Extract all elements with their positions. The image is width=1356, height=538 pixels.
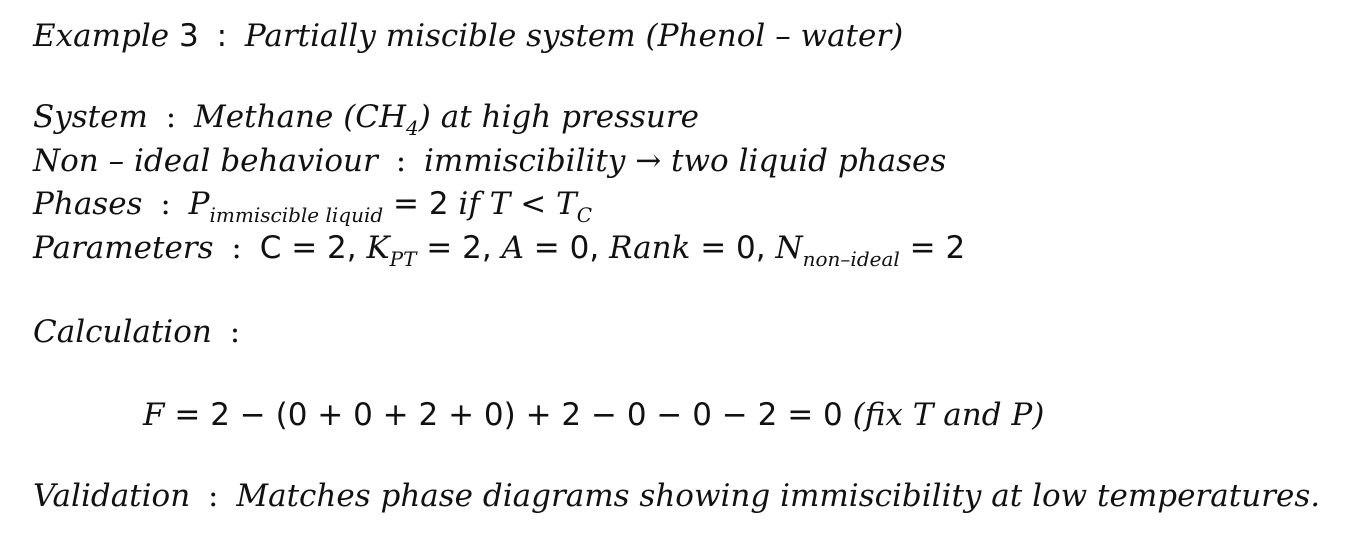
non-ideal-label: Non – ideal behaviour (33, 143, 378, 179)
formula-rhs: 2 − (0 + 0 + 2 + 0) + 2 − 0 − 0 − 2 = 0 (210, 397, 843, 433)
calculation-colon: : (229, 314, 241, 350)
formula-lhs: F (143, 397, 165, 433)
non-ideal-line (33, 141, 946, 181)
system-label: System (33, 99, 148, 135)
system-text-after: ) at high pressure (418, 99, 700, 135)
parameters-k-symbol: K (366, 230, 390, 266)
parameters-n-sub: non–ideal (802, 247, 900, 271)
example-label: Example (33, 18, 170, 54)
validation-text: Matches phase diagrams showing immiscibility at low temperatures. (236, 478, 1321, 514)
parameters-label: Parameters (33, 230, 214, 266)
validation-line (33, 476, 1320, 516)
calculation-line (33, 312, 248, 352)
title-colon: : (216, 18, 228, 54)
parameters-a-eq: = 0, (523, 230, 610, 266)
system-colon: : (165, 99, 177, 135)
parameters-c: C = 2, (259, 230, 367, 266)
phases-label: Phases (33, 186, 143, 222)
parameters-rank-eq: = 0, (690, 230, 776, 266)
example-title-line (33, 16, 903, 56)
phases-if: if (458, 186, 480, 222)
example-number: 3 (178, 18, 199, 54)
example-title-text: Partially miscible system (Phenol – water) (244, 18, 904, 54)
phases-subscript: immiscible liquid (209, 203, 384, 227)
parameters-n-symbol: N (775, 230, 803, 266)
parameters-k-eq: = 2, (416, 230, 502, 266)
formula-line (143, 395, 1044, 435)
system-text-before: Methane (CH (194, 99, 407, 135)
validation-label: Validation (33, 478, 191, 514)
non-ideal-colon: : (395, 143, 407, 179)
phases-line (33, 184, 593, 227)
parameters-colon: : (231, 230, 242, 266)
formula-equals: = (164, 397, 211, 433)
formula-note: (fix T and P) (852, 397, 1045, 433)
parameters-n-eq: = 2 (899, 230, 966, 266)
system-subscript: 4 (406, 116, 419, 140)
phases-colon: : (160, 186, 171, 222)
system-line (33, 97, 700, 140)
parameters-line (33, 228, 966, 271)
non-ideal-text: immiscibility → two liquid phases (424, 143, 947, 179)
parameters-a-symbol: A (501, 230, 524, 266)
calculation-label: Calculation (33, 314, 212, 350)
validation-colon: : (208, 478, 219, 514)
phases-equals: = 2 (383, 186, 459, 222)
phases-condition: T < T (489, 186, 577, 222)
phases-condition-sub: C (576, 203, 593, 227)
phases-symbol: P (188, 186, 210, 222)
parameters-k-sub: PT (389, 247, 417, 271)
parameters-rank-symbol: Rank (609, 230, 691, 266)
